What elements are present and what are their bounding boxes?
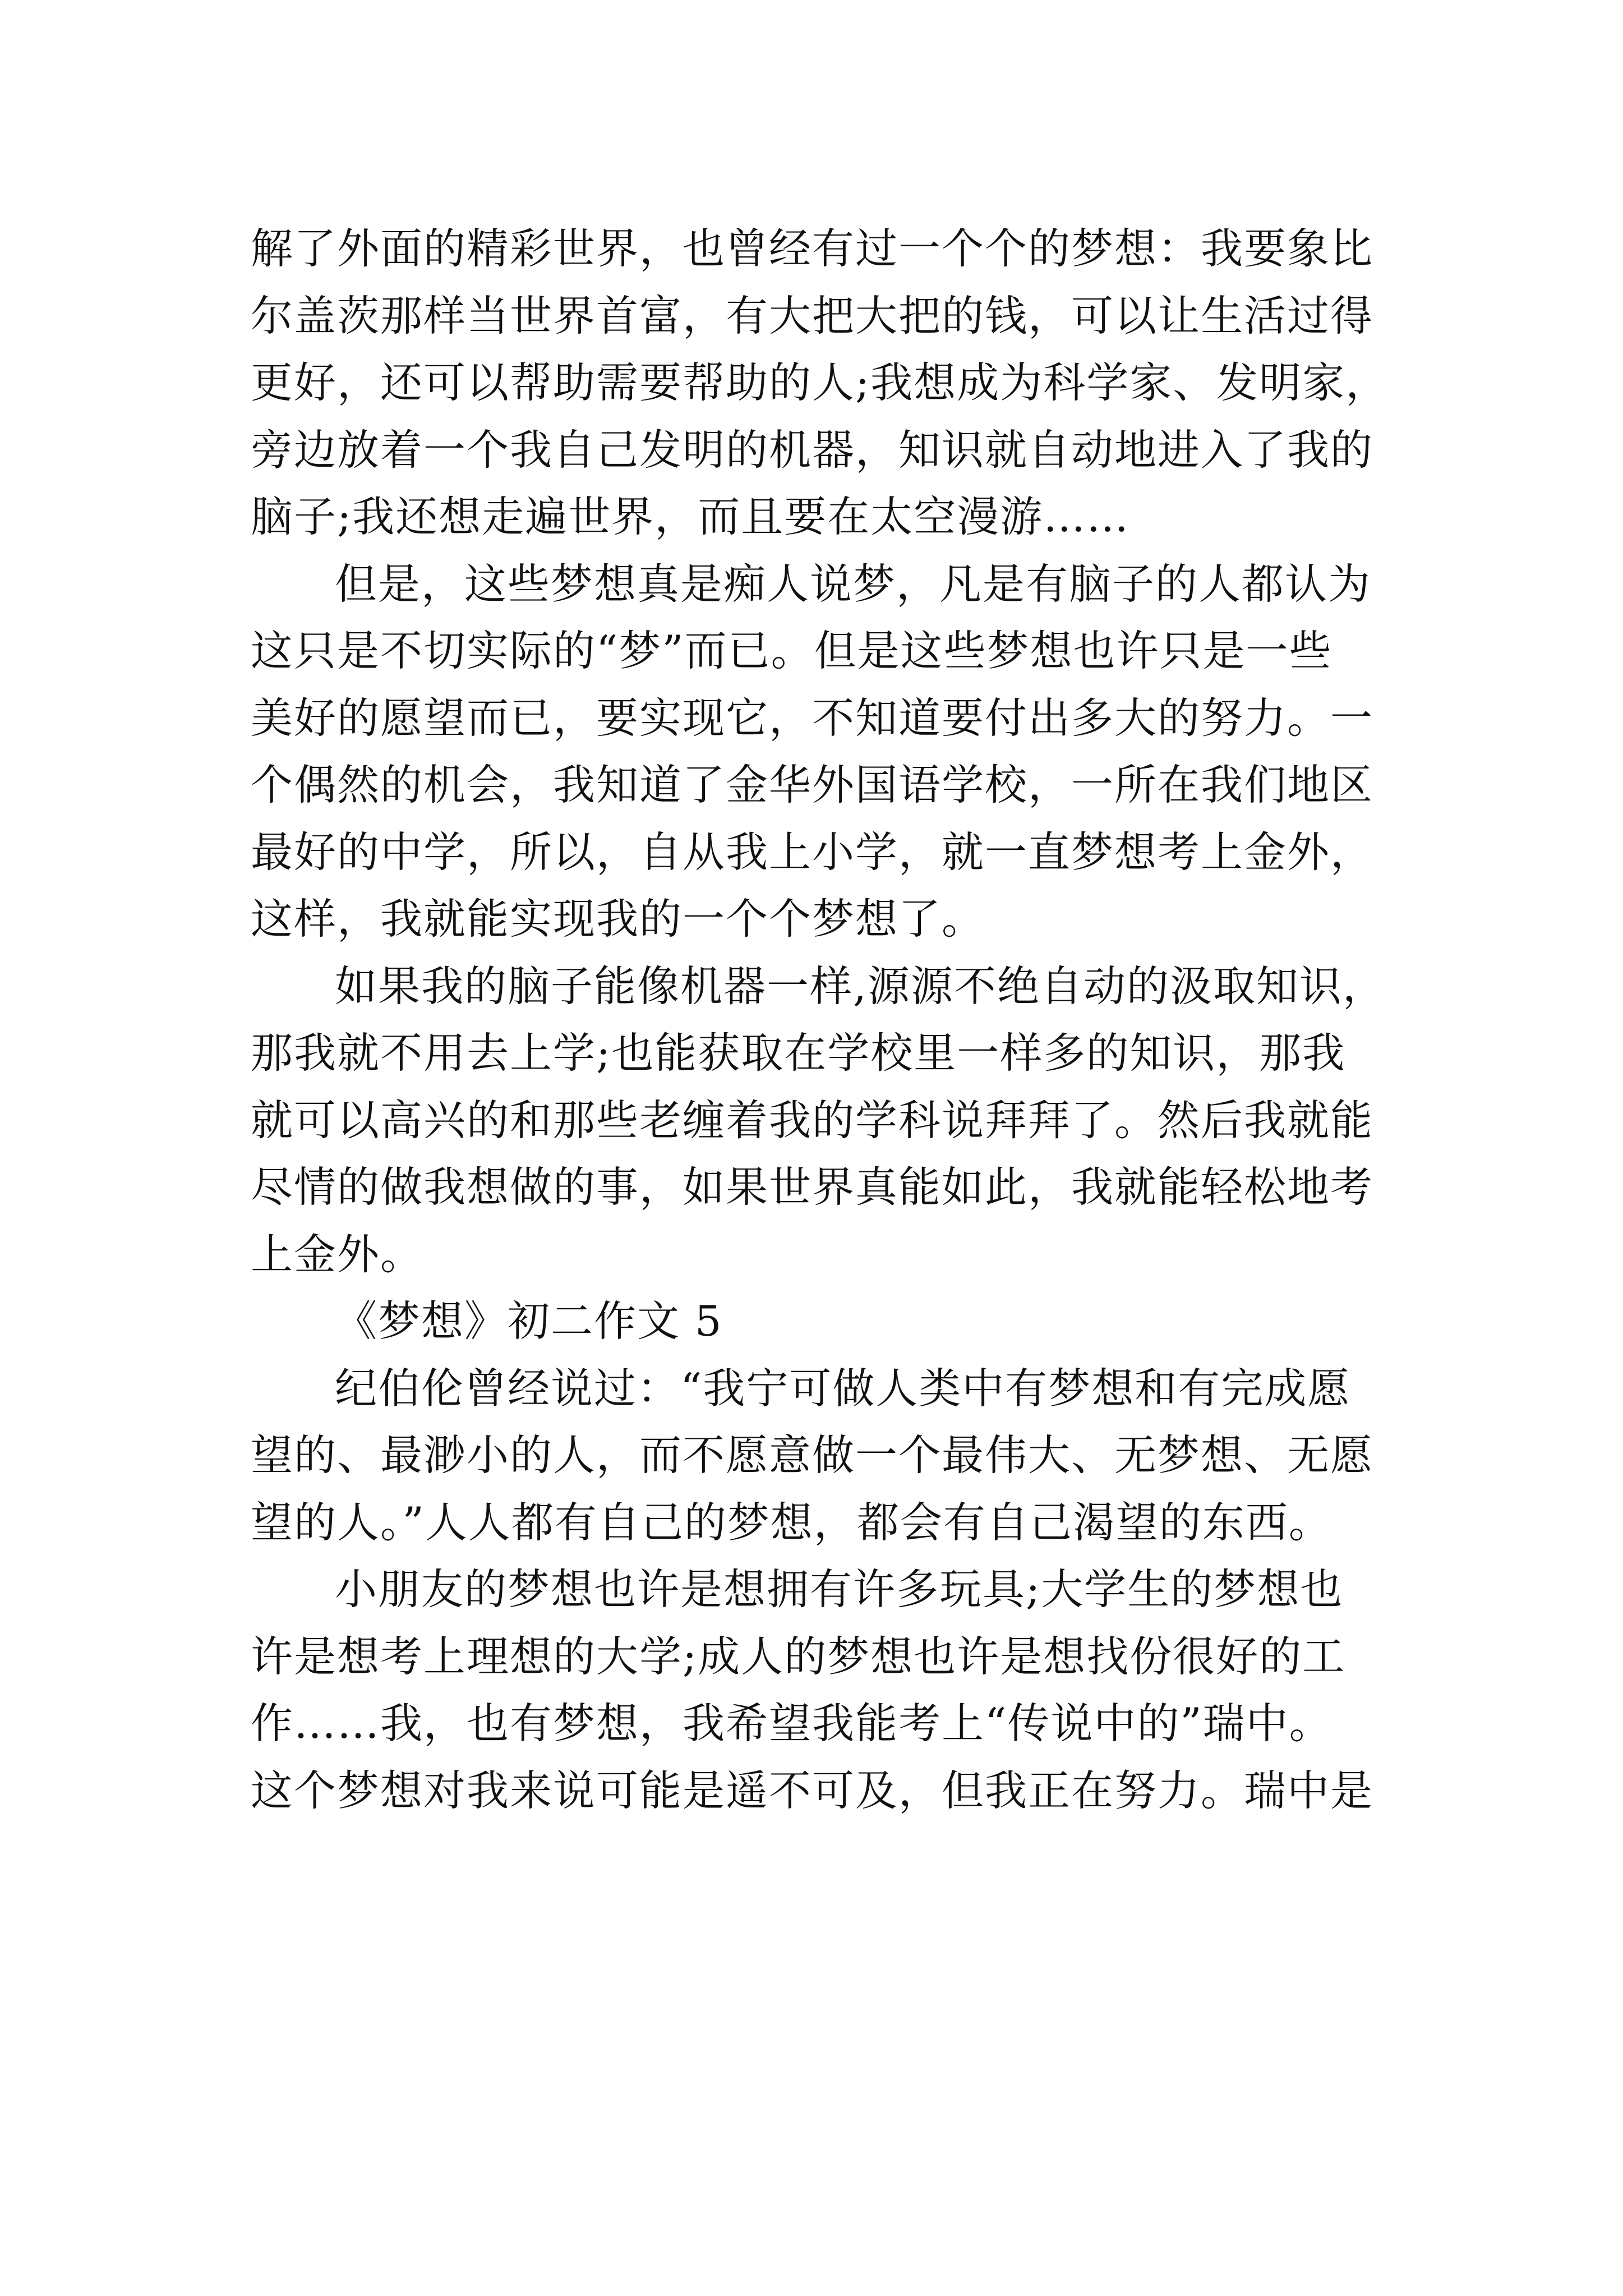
text-line: 解了外面的精彩世界，也曾经有过一个个的梦想：我要象比 (251, 224, 1374, 273)
text-line: 这只是不切实际的“梦”而已。但是这些梦想也许只是一些 (251, 626, 1332, 675)
document-body (251, 215, 1434, 1824)
text-line: 许是想考上理想的大学;成人的梦想也许是想找份很好的工 (251, 1631, 1346, 1681)
text-line: 这样，我就能实现我的一个个梦想了。 (251, 894, 985, 944)
text-line: 脑子;我还想走遍世界，而且要在太空漫游…… (251, 492, 1130, 541)
text-line: 美好的愿望而已，要实现它，不知道要付出多大的努力。一 (251, 693, 1374, 743)
text-line: 这个梦想对我来说可能是遥不可及，但我正在努力。瑞中是 (251, 1765, 1374, 1815)
text-line: 作……我，也有梦想，我希望我能考上“传说中的”瑞中。 (251, 1699, 1332, 1748)
text-line: 尔盖茨那样当世界首富，有大把大把的钱，可以让生活过得 (251, 291, 1374, 341)
paragraph-first-line: 如果我的脑子能像机器一样,源源不绝自动的汲取知识， (335, 961, 1386, 1011)
paragraph-first-line: 小朋友的梦想也许是想拥有许多玩具;大学生的梦想也 (335, 1565, 1344, 1614)
paragraph-first-line: 纪伯伦曾经说过：“我宁可做人类中有梦想和有完成愿 (335, 1363, 1351, 1413)
text-line: 望的人。”人人都有自己的梦想，都会有自己渴望的东西。 (251, 1497, 1332, 1547)
text-line: 最好的中学，所以，自从我上小学，就一直梦想考上金外， (251, 827, 1374, 877)
text-line: 望的、最渺小的人，而不愿意做一个最伟大、无梦想、无愿 (251, 1430, 1374, 1480)
text-line: 上金外。 (251, 1229, 424, 1279)
text-line: 尽情的做我想做的事，如果世界真能如此，我就能轻松地考 (251, 1162, 1374, 1212)
paragraph-first-line: 但是，这些梦想真是痴人说梦，凡是有脑子的人都认为 (335, 559, 1372, 609)
text-line: 旁边放着一个我自己发明的机器，知识就自动地进入了我的 (251, 425, 1374, 475)
text-line: 更好，还可以帮助需要帮助的人;我想成为科学家、发明家， (251, 358, 1389, 407)
text-line: 个偶然的机会，我知道了金华外国语学校，一所在我们地区 (251, 760, 1374, 809)
text-line: 那我就不用去上学;也能获取在学校里一样多的知识，那我 (251, 1028, 1346, 1078)
section-heading: 《梦想》初二作文 5 (335, 1296, 723, 1346)
text-line: 就可以高兴的和那些老缠着我的学科说拜拜了。然后我就能 (251, 1095, 1374, 1145)
